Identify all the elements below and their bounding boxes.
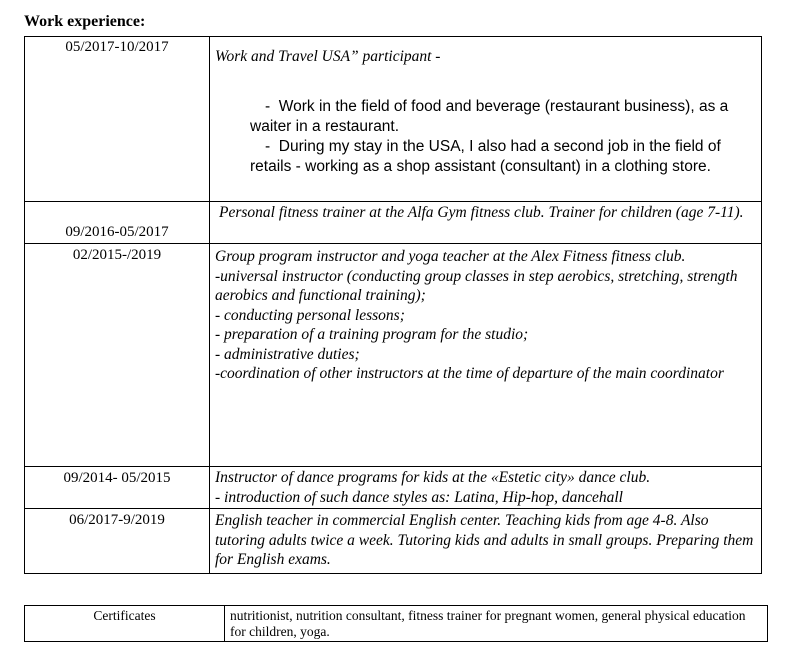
date-cell [25, 202, 210, 244]
section-heading: Work experience: [24, 13, 146, 30]
description-cell [210, 509, 762, 574]
certificates-table [24, 605, 768, 642]
description-line: - administrative duties; [215, 345, 360, 363]
description-line: - preparation of a training program for the studio; [215, 326, 529, 343]
description-line: - introduction of such dance styles as: Latina, Hip-hop, dancehall [215, 488, 623, 506]
description-line: Group program instructor and yoga teacher at the Alex Fitness fitness club. [215, 248, 686, 265]
job-title: Work and Travel USA” participant - [215, 48, 441, 65]
job-bullet-list [210, 67, 761, 177]
job-date: 09/2016-05/2017 [65, 224, 169, 240]
description-cell [210, 37, 762, 202]
table-row [25, 509, 762, 574]
certificates-value: nutritionist, nutrition consultant, fitness trainer for pregnant women, general physical education for children, yoga. [225, 606, 768, 642]
date-cell [25, 467, 210, 509]
description-line: - conducting personal lessons; [215, 306, 405, 324]
job-description [210, 467, 761, 507]
job-description: English teacher in commercial English center. Teaching kids from age 4-8. Also tutoring adults twice a week. Tutoring kids and adults in small groups. Preparing them for English exams. [215, 512, 754, 568]
work-experience-table [24, 36, 762, 574]
table-row [25, 606, 768, 642]
list-item: - Work in the field of food and beverage (restaurant business), as a waiter in a restaurant. [250, 97, 729, 135]
date-cell [25, 244, 210, 467]
table-row [25, 202, 762, 244]
job-date: 05/2017-10/2017 [65, 39, 169, 55]
description-line: -coordination of other instructors at the time of departure of the main coordinator [215, 365, 724, 382]
job-date: 06/2017-9/2019 [69, 512, 165, 528]
job-date: 09/2014- 05/2015 [63, 470, 171, 486]
job-description: Personal fitness trainer at the Alfa Gym fitness club. Trainer for children (age 7-11). [219, 204, 744, 221]
job-date: 02/2015-/2019 [72, 247, 162, 263]
description-cell [210, 467, 762, 509]
certificates-label: Certificates [25, 606, 225, 642]
date-cell [25, 37, 210, 202]
list-item: - During my stay in the USA, I also had a second job in the field of retails - working as a shop assistant (consultant) in a clothing store. [250, 137, 721, 175]
table-row [25, 37, 762, 202]
table-row [25, 467, 762, 509]
description-line: -universal instructor (conducting group classes in step aerobics, stretching, strength aerobics and functional training); [215, 267, 738, 304]
description-line: Instructor of dance programs for kids at the «Estetic city» dance club. [215, 469, 651, 486]
date-cell [25, 509, 210, 574]
description-cell [210, 202, 762, 244]
description-cell [210, 244, 762, 467]
job-description [210, 244, 761, 384]
table-row [25, 244, 762, 467]
